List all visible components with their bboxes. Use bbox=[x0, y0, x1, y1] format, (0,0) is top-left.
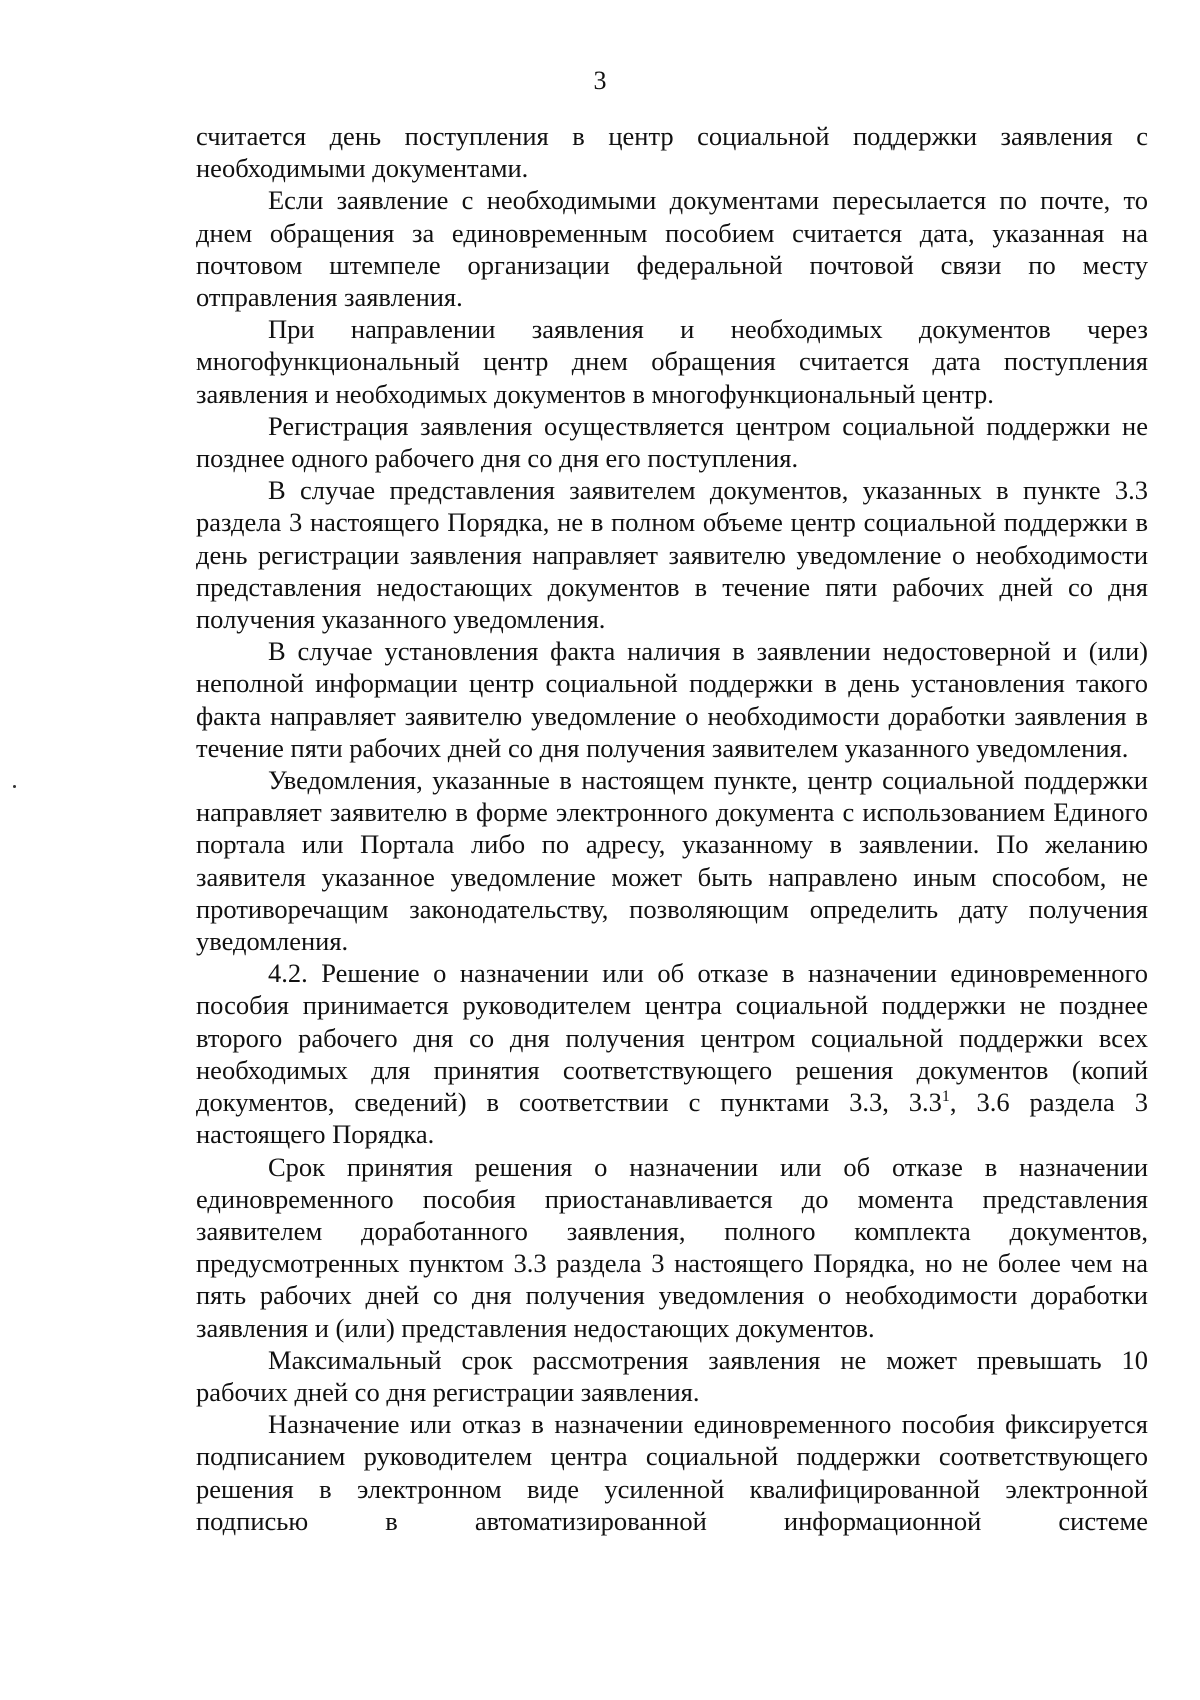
document-body bbox=[196, 120, 1148, 1537]
page-number: 3 bbox=[593, 66, 607, 95]
paragraph-2: Если заявление с необходимыми документами пересылается по почте, то днем обращения за единовременным пособием считается дата, указанная на почтовом штемпеле организации федеральной почтовой связи по месту отправления заявления. bbox=[196, 185, 1148, 313]
paragraph-3: При направлении заявления и необходимых документов через многофункциональный центр днем обращения считается дата поступления заявления и необходимых документов в многофункциональный центр. bbox=[196, 314, 1148, 409]
scan-artifact-dot bbox=[13, 785, 16, 788]
paragraph-7: Уведомления, указанные в настоящем пункте, центр социальной поддержки направляет заявителю в форме электронного документа с использованием Единого портала или Портала либо по адресу, указанному в заявлении. По желанию заявителя указанное уведомление может быть направлено иным способом, не противоречащим законодательству, позволяющим определить дату получения уведомления. bbox=[196, 765, 1148, 957]
paragraph-9: Срок принятия решения о назначении или об отказе в назначении единовременного пособия приостанавливается до момента представления заявителем доработанного заявления, полного комплекта документов, предусмотренных пунктом 3.3 раздела 3 настоящего Порядка, но не более чем на пять рабочих дней со дня получения уведомления о необходимости доработки заявления и (или) представления недостающих документов. bbox=[196, 1151, 1148, 1343]
paragraph-8-clause-4-2 bbox=[196, 957, 1148, 1150]
paragraph-8-superscript: 1 bbox=[941, 1088, 950, 1106]
paragraph-4: Регистрация заявления осуществляется центром социальной поддержки не позднее одного рабочего дня со дня его поступления. bbox=[196, 410, 1148, 474]
paragraph-8-text-before: 4.2. Решение о назначении или об отказе в назначении единовременного пособия принимается руководителем центра социальной поддержки не позднее второго рабочего дня со дня получения центром социальной поддержки всех необходимых для принятия соответствующего решения документов (копий документов, сведений) в соответствии с пунктами 3.3, 3.3 bbox=[196, 958, 1148, 1118]
paragraph-8-text-after: , 3.6 раздела 3 настоящего Порядка. bbox=[196, 1087, 1148, 1150]
paragraph-6: В случае установления факта наличия в заявлении недостоверной и (или) неполной информации центр социальной поддержки в день установления такого факта направляет заявителю уведомление о необходимости доработки заявления в течение пяти рабочих дней со дня получения заявителем указанного уведомления. bbox=[196, 636, 1148, 763]
paragraph-5: В случае представления заявителем документов, указанных в пункте 3.3 раздела 3 настоящего Порядка, не в полном объеме центр социальной поддержки в день регистрации заявления направляет заявителю уведомление о необходимости представления недостающих документов в течение пяти рабочих дней со дня получения указанного уведомления. bbox=[196, 475, 1148, 635]
paragraph-1: считается день поступления в центр социальной поддержки заявления с необходимыми документами. bbox=[196, 121, 1148, 184]
paragraph-11: Назначение или отказ в назначении единовременного пособия фиксируется подписанием руководителем центра социальной поддержки соответствующего решения в электронном виде усиленной квалифицированной электронной подписью в автоматизированной информационной системе bbox=[196, 1409, 1148, 1536]
paragraph-10: Максимальный срок рассмотрения заявления не может превышать 10 рабочих дней со дня регистрации заявления. bbox=[196, 1344, 1148, 1407]
